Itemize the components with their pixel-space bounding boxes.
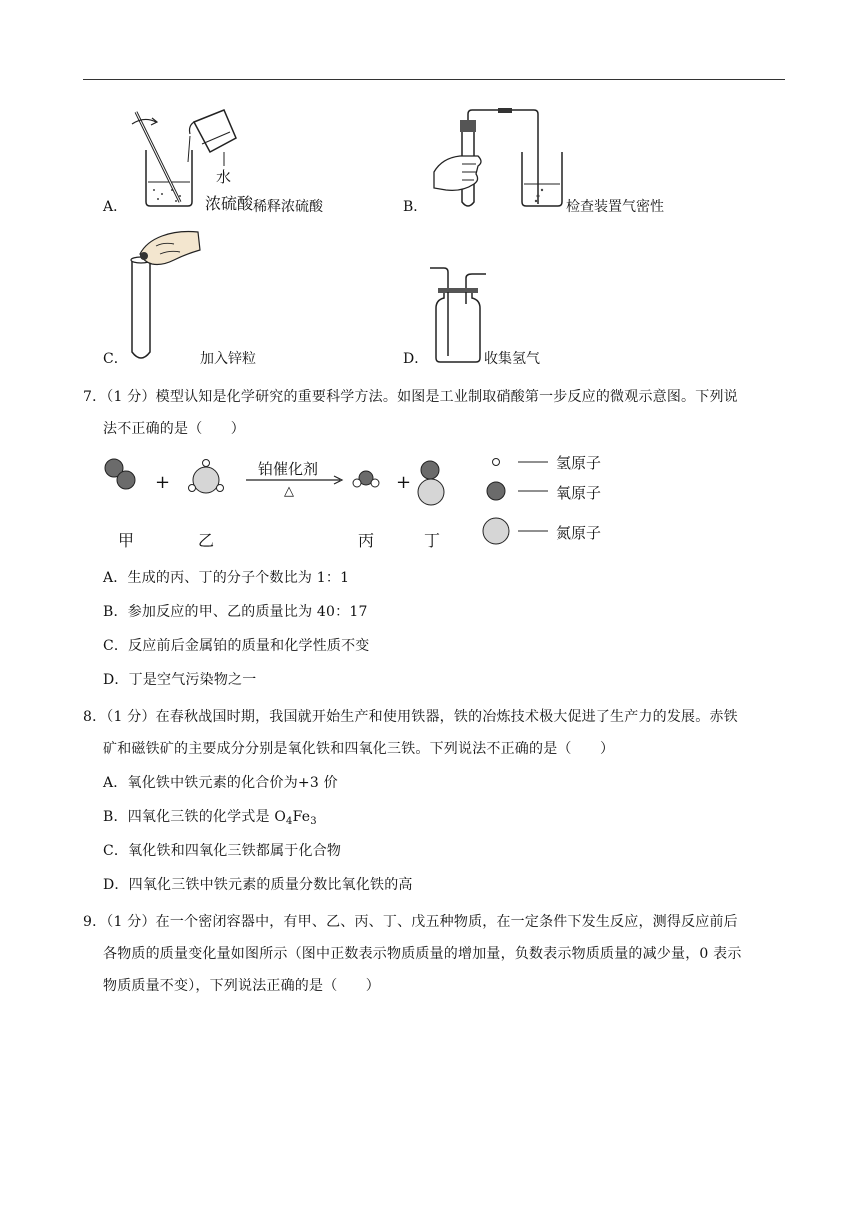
plus-sign-1: + <box>155 472 171 493</box>
q8-option-d: D．四氧化三铁中铁元素的质量分数比氧化铁的高 <box>103 877 413 893</box>
q9-stem-line2: 各物质的质量变化量如图所示（图中正数表示物质质量的增加量，负数表示物质质量的减少量，0 表示 <box>103 946 742 962</box>
q7-stem-line1: 7．（1 分）模型认知是化学研究的重要科学方法。如图是工业制取硝酸第一步反应的微观示意图。下列说 <box>83 389 738 405</box>
header-rule <box>83 79 785 80</box>
legend-hydrogen: 氢原子 <box>556 454 602 472</box>
option-d-caption: 收集氢气 <box>484 351 540 367</box>
q8-option-b: B．四氧化三铁的化学式是 $O_4Fe_3$ <box>103 809 317 827</box>
airtightness-check-figure <box>432 108 567 212</box>
option-c-letter: C． <box>103 351 128 367</box>
q9-stem-line1: 9．（1 分）在一个密闭容器中，有甲、乙、丙、丁、戊五种物质，在一定条件下发生反应，测得反应前后 <box>83 914 738 930</box>
option-b-caption: 检查装置气密性 <box>566 199 664 215</box>
label-water: 水 <box>216 168 232 186</box>
option-d-letter: D． <box>403 351 429 367</box>
q7-option-b: B．参加反应的甲、乙的质量比为 40：17 <box>103 604 368 620</box>
heat-symbol: △ <box>284 484 294 499</box>
legend-oxygen: 氧原子 <box>556 484 602 502</box>
q9-stem-line3: 物质质量不变），下列说法正确的是（ ） <box>103 978 380 994</box>
q7-stem-line2: 法不正确的是（ ） <box>103 421 245 437</box>
option-b-letter: B． <box>403 199 428 215</box>
option-a-letter: A． <box>103 199 128 215</box>
q7-option-d: D．丁是空气污染物之一 <box>103 672 257 688</box>
collect-hydrogen-figure <box>428 264 490 364</box>
option-c-caption: 加入锌粒 <box>200 351 256 367</box>
label-bing: 丙 <box>358 531 375 550</box>
add-zinc-figure <box>126 224 206 364</box>
label-concentrated-acid: 浓硫酸 <box>205 194 254 213</box>
q8-stem-line2: 矿和磁铁矿的主要成分分别是氧化铁和四氧化三铁。下列说法不正确的是（ ） <box>103 741 615 757</box>
catalyst-label: 铂催化剂 <box>258 460 319 478</box>
q8-stem-line1: 8．（1 分）在春秋战国时期，我国就开始生产和使用铁器，铁的冶炼技术极大促进了生产力的发展。赤铁 <box>83 709 738 725</box>
q7-option-c: C．反应前后金属铂的质量和化学性质不变 <box>103 638 370 654</box>
label-yi: 乙 <box>198 531 215 550</box>
label-ding: 丁 <box>424 531 441 550</box>
q8-option-c: C．氧化铁和四氧化三铁都属于化合物 <box>103 843 342 859</box>
legend-nitrogen: 氮原子 <box>556 524 602 542</box>
q7-option-a: A．生成的丙、丁的分子个数比为 1：1 <box>103 570 350 586</box>
q8-option-a: A．氧化铁中铁元素的化合价为+3 价 <box>103 775 338 791</box>
option-a-caption: 稀释浓硫酸 <box>253 199 323 215</box>
plus-sign-2: + <box>396 472 412 493</box>
label-jia: 甲 <box>118 531 135 550</box>
